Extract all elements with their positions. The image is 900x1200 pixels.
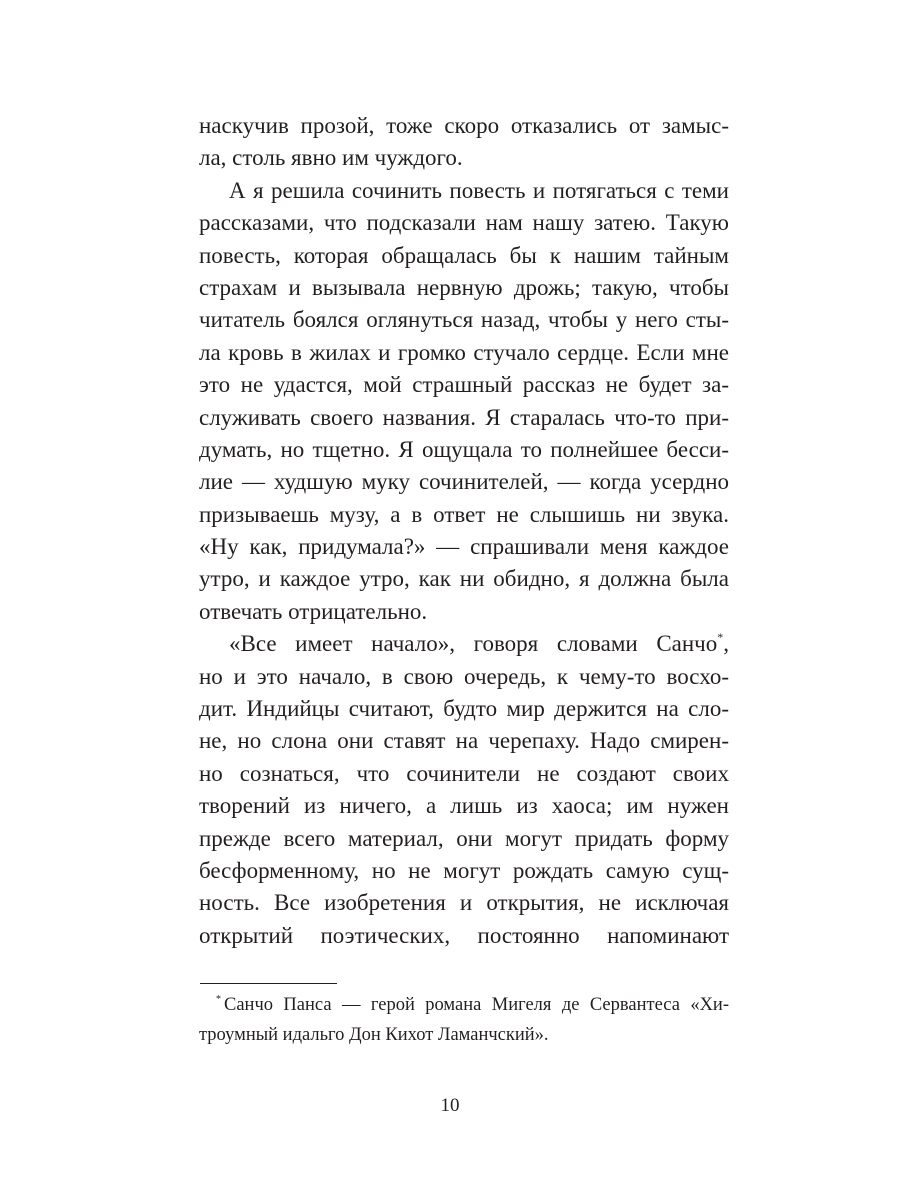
body-line: ла, столь явно им чуждого. bbox=[199, 145, 463, 171]
footnote bbox=[199, 990, 729, 1050]
body-line: А я решила сочинить повесть и потягаться с теми bbox=[229, 177, 729, 203]
body-line-text: «Все имеет начало», говоря словами Санчо bbox=[229, 631, 718, 657]
body-line-punctuation: , bbox=[723, 631, 729, 657]
body-line: но и это начало, в свою очередь, к чему-то восхо- bbox=[199, 663, 729, 689]
body-line: призываешь музу, а в ответ не слышишь ни звука. bbox=[199, 501, 729, 527]
body-line: ность. Все изобретения и открытия, не исключая bbox=[199, 890, 729, 916]
body-line: но сознаться, что сочинители не создают своих bbox=[199, 760, 729, 786]
body-text bbox=[199, 110, 729, 952]
footnote-divider bbox=[200, 983, 337, 984]
body-line: это не удастся, мой страшный рассказ не будет за- bbox=[199, 372, 729, 398]
footnote-reference: * bbox=[717, 630, 724, 645]
body-line: «Ну как, придумала?» — спрашивали меня каждое bbox=[199, 534, 729, 560]
footnote-line bbox=[199, 990, 729, 1020]
body-line: ла кровь в жилах и громко стучало сердце. Если мне bbox=[199, 339, 729, 365]
body-line: читатель боялся оглянуться назад, чтобы у него сты- bbox=[199, 307, 729, 333]
body-line: утро, и каждое утро, как ни обидно, я должна была bbox=[199, 566, 729, 592]
body-line: отвечать отрицательно. bbox=[199, 598, 428, 624]
body-line: бесформенному, но не могут рождать самую сущ- bbox=[199, 857, 729, 883]
body-line: думать, но тщетно. Я ощущала то полнейшее бесси- bbox=[199, 436, 729, 462]
body-line: повесть, которая обращалась бы к нашим тайным bbox=[199, 242, 729, 268]
body-line: открытий поэтических, постоянно напоминают bbox=[199, 922, 729, 948]
body-line: творений из ничего, а лишь из хаоса; им нужен bbox=[199, 793, 729, 819]
body-line: служивать своего названия. Я старалась что-то при- bbox=[199, 404, 729, 430]
page-number: 10 bbox=[440, 1095, 460, 1116]
body-line: рассказами, что подсказали нам нашу затею. Такую bbox=[199, 210, 729, 236]
body-line: дит. Индийцы считают, будто мир держится на сло- bbox=[199, 696, 729, 722]
body-line: страхам и вызывала нервную дрожь; такую, чтобы bbox=[199, 274, 729, 300]
body-line bbox=[199, 628, 729, 660]
body-line: наскучив прозой, тоже скоро отказались от замыс- bbox=[199, 113, 729, 138]
body-line: лие — худшую муку сочинителей, — когда усердно bbox=[199, 469, 729, 495]
body-line: не, но слона они ставят на черепаху. Надо смирен- bbox=[199, 728, 729, 754]
footnote-line: троумный идальго Дон Кихот Ламанчский». bbox=[199, 1025, 549, 1045]
body-line: прежде всего материал, они могут придать форму bbox=[199, 825, 729, 851]
footnote-text: Санчо Панса — герой романа Мигеля де Сервантеса «Хи- bbox=[224, 995, 729, 1015]
footnote-mark: * bbox=[216, 994, 221, 1005]
